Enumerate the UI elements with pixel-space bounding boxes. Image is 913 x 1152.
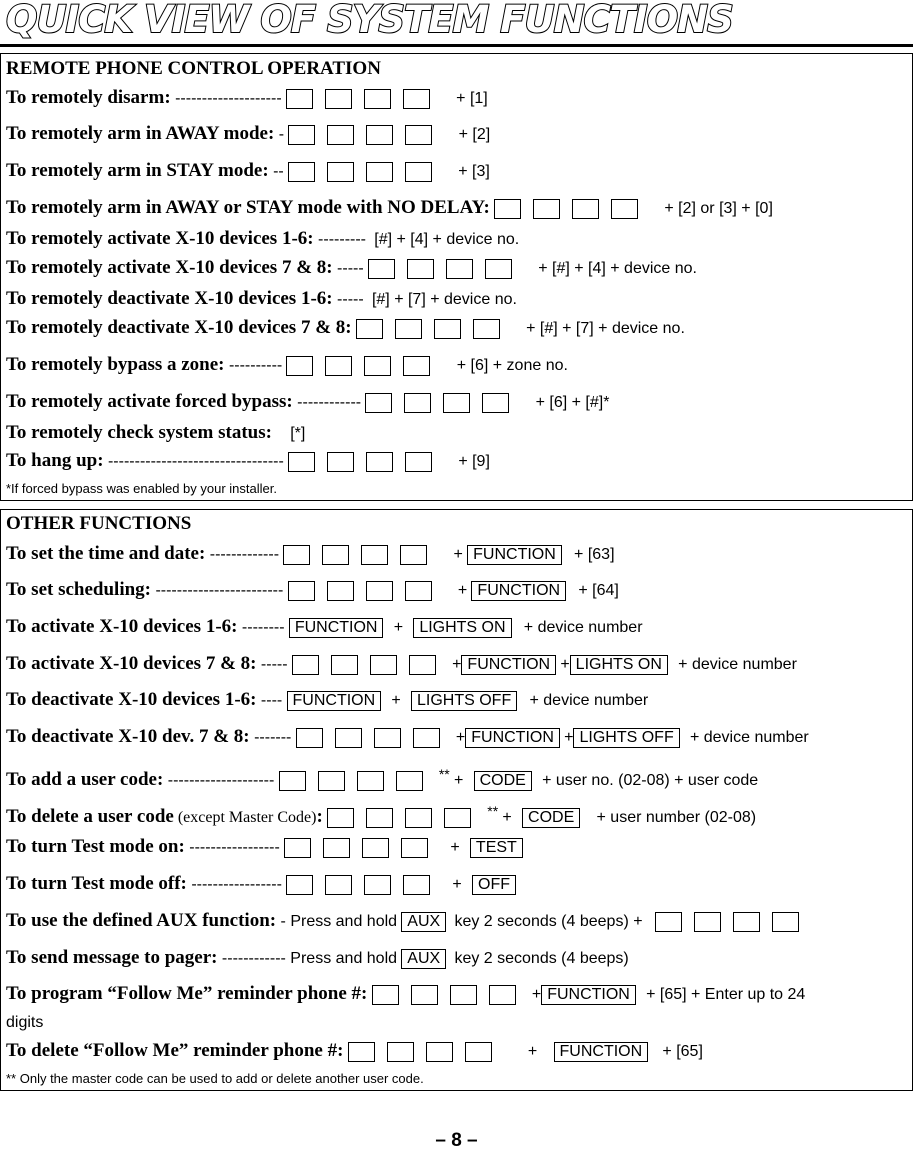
row-tail: key 2 seconds (4 beeps) bbox=[454, 950, 629, 967]
code-digit-box bbox=[465, 1042, 492, 1062]
other-footnote: ** Only the master code can be used to add or delete another user code. bbox=[6, 1071, 424, 1086]
aux-key: AUX bbox=[401, 949, 446, 969]
row-tail: + user number (02-08) bbox=[596, 809, 757, 826]
code-digit-box bbox=[655, 912, 682, 932]
code-digit-box bbox=[405, 125, 432, 145]
code-digit-box bbox=[296, 728, 323, 748]
code-digit-box bbox=[694, 912, 721, 932]
function-key: FUNCTION bbox=[289, 618, 384, 638]
code-digit-box bbox=[288, 162, 315, 182]
page-title: QUICK VIEW OF SYSTEM FUNCTIONS bbox=[6, 0, 733, 41]
code-digit-box bbox=[283, 545, 310, 565]
code-digit-box bbox=[395, 319, 422, 339]
function-key: FUNCTION bbox=[461, 655, 556, 675]
master-code-mark: ** bbox=[438, 766, 450, 782]
code-digit-box bbox=[446, 259, 473, 279]
code-digit-box bbox=[396, 771, 423, 791]
delete-user-code-row bbox=[6, 797, 756, 825]
row-label: To use the defined AUX function: bbox=[6, 910, 277, 931]
code-digit-box bbox=[772, 912, 799, 932]
code-digit-box bbox=[361, 545, 388, 565]
test-key: TEST bbox=[470, 838, 523, 858]
leader: ----------------- bbox=[186, 876, 282, 893]
code-digit-box bbox=[368, 259, 395, 279]
row-label: To delete a user code bbox=[6, 806, 174, 827]
row-tail: + [63] bbox=[574, 546, 615, 563]
activate-x10-7-8-row bbox=[6, 650, 797, 678]
test-mode-on-row bbox=[6, 833, 523, 861]
plus-sign: + bbox=[564, 729, 574, 746]
code-digit-box bbox=[366, 452, 393, 472]
code-digit-box bbox=[364, 875, 391, 895]
remote-activate-x10-1-6-row bbox=[6, 225, 519, 253]
row-tail: [#] + [4] + device no. bbox=[374, 231, 520, 248]
code-digit-box bbox=[403, 89, 430, 109]
code-digit-box bbox=[413, 728, 440, 748]
row-tail: + [9] bbox=[458, 453, 490, 470]
row-label: To remotely deactivate X-10 devices 7 & 8: bbox=[6, 317, 352, 338]
code-digit-box bbox=[733, 912, 760, 932]
leader: ----- bbox=[332, 260, 364, 277]
code-digit-box bbox=[284, 838, 311, 858]
row-tail: + [64] bbox=[578, 582, 619, 599]
program-follow-me-continuation: digits bbox=[6, 1014, 44, 1031]
code-digit-box bbox=[364, 356, 391, 376]
row-label: To remotely arm in STAY mode: bbox=[6, 160, 269, 181]
activate-x10-1-6-row bbox=[6, 613, 643, 641]
code-digit-box bbox=[572, 199, 599, 219]
code-digit-box bbox=[404, 393, 431, 413]
code-digit-box bbox=[450, 985, 477, 1005]
row-label: To activate X-10 devices 1-6: bbox=[6, 616, 238, 637]
code-digit-box bbox=[405, 162, 432, 182]
code-digit-box bbox=[357, 771, 384, 791]
code-digit-box bbox=[400, 545, 427, 565]
code-digit-box bbox=[325, 356, 352, 376]
add-user-code-row bbox=[6, 760, 758, 788]
code-digit-box bbox=[348, 1042, 375, 1062]
plus-sign: + bbox=[452, 876, 462, 893]
leader: -------------------- bbox=[170, 90, 282, 107]
row-label: To program “Follow Me” reminder phone #: bbox=[6, 983, 368, 1004]
set-scheduling-row bbox=[6, 576, 619, 604]
code-digit-box bbox=[365, 393, 392, 413]
leader: -- bbox=[268, 163, 284, 180]
aux-key: AUX bbox=[401, 912, 446, 932]
code-digit-box bbox=[482, 393, 509, 413]
remote-bypass-zone-row bbox=[6, 351, 568, 379]
code-digit-box bbox=[286, 356, 313, 376]
title-rule bbox=[0, 44, 913, 47]
row-instruction: ------------ Press and hold bbox=[217, 950, 398, 967]
row-tail: + user no. (02-08) + user code bbox=[542, 772, 759, 789]
code-digit-box bbox=[372, 985, 399, 1005]
leader: -------- bbox=[237, 619, 285, 636]
code-digit-box bbox=[322, 545, 349, 565]
code-digit-box bbox=[426, 1042, 453, 1062]
row-label: To send message to pager: bbox=[6, 947, 218, 968]
function-key: FUNCTION bbox=[465, 728, 560, 748]
row-tail: + [65] bbox=[662, 1043, 703, 1060]
code-key: CODE bbox=[474, 771, 532, 791]
leader: ---------- bbox=[224, 357, 283, 374]
row-tail: [*] bbox=[290, 425, 306, 442]
row-tail: key 2 seconds (4 beeps) + bbox=[454, 913, 643, 930]
code-digit-box bbox=[434, 319, 461, 339]
remote-arm-away-row bbox=[6, 120, 490, 148]
other-heading: OTHER FUNCTIONS bbox=[6, 513, 192, 534]
remote-activate-x10-7-8-row bbox=[6, 254, 697, 282]
code-digit-box bbox=[292, 655, 319, 675]
remote-footnote: *If forced bypass was enabled by your installer. bbox=[6, 481, 277, 496]
leader: - bbox=[274, 126, 285, 143]
off-key: OFF bbox=[472, 875, 516, 895]
leader: ------------ bbox=[292, 394, 362, 411]
row-tail: + [6] + zone no. bbox=[456, 357, 568, 374]
master-code-mark: ** bbox=[487, 803, 499, 819]
row-tail: + device number bbox=[523, 619, 643, 636]
code-digit-box bbox=[411, 985, 438, 1005]
row-label: To remotely activate forced bypass: bbox=[6, 391, 293, 412]
row-tail: + [65] + Enter up to 24 bbox=[646, 986, 806, 1003]
code-digit-box bbox=[327, 581, 354, 601]
row-label: To turn Test mode off: bbox=[6, 873, 187, 894]
row-label: To turn Test mode on: bbox=[6, 836, 185, 857]
leader: ------- bbox=[249, 729, 292, 746]
row-tail: + device number bbox=[529, 692, 649, 709]
plus-sign: + bbox=[453, 772, 464, 789]
row-label-note: (except Master Code) bbox=[173, 809, 317, 826]
code-digit-box bbox=[327, 125, 354, 145]
code-digit-box bbox=[444, 808, 471, 828]
plus-sign: + bbox=[531, 986, 542, 1003]
set-time-date-row bbox=[6, 540, 615, 568]
row-tail: + [2] bbox=[458, 126, 491, 143]
function-key: FUNCTION bbox=[287, 691, 382, 711]
code-digit-box bbox=[409, 655, 436, 675]
function-key: FUNCTION bbox=[471, 581, 566, 601]
code-digit-box bbox=[327, 452, 354, 472]
leader: ---- bbox=[256, 692, 283, 709]
code-digit-box bbox=[401, 838, 428, 858]
code-digit-box bbox=[279, 771, 306, 791]
row-tail: + [#] + [4] + device no. bbox=[538, 260, 697, 277]
code-digit-box bbox=[288, 125, 315, 145]
leader: ----------------- bbox=[184, 839, 280, 856]
row-instruction: - Press and hold bbox=[276, 913, 398, 930]
remote-hang-up-row bbox=[6, 447, 490, 475]
code-digit-box bbox=[323, 838, 350, 858]
row-label: To hang up: bbox=[6, 450, 104, 471]
row-tail: + device number bbox=[678, 656, 797, 673]
plus-sign: + bbox=[527, 1043, 538, 1060]
lights-off-key: LIGHTS OFF bbox=[573, 728, 679, 748]
code-digit-box bbox=[286, 89, 313, 109]
row-label: To remotely disarm: bbox=[6, 87, 171, 108]
code-digit-box bbox=[366, 162, 393, 182]
code-digit-box bbox=[611, 199, 638, 219]
leader: --------------------------------- bbox=[103, 453, 284, 470]
page-number: – 8 – bbox=[435, 1130, 478, 1151]
function-key: FUNCTION bbox=[467, 545, 562, 565]
leader: ------------- bbox=[205, 546, 280, 563]
code-digit-box bbox=[366, 808, 393, 828]
code-digit-box bbox=[331, 655, 358, 675]
plus-sign: + bbox=[502, 809, 512, 826]
delete-follow-me-row bbox=[6, 1037, 703, 1065]
plus-sign: + bbox=[391, 692, 401, 709]
code-digit-box bbox=[533, 199, 560, 219]
lights-on-key: LIGHTS ON bbox=[413, 618, 511, 638]
row-tail: + device number bbox=[689, 729, 809, 746]
lights-off-key: LIGHTS OFF bbox=[411, 691, 517, 711]
code-digit-box bbox=[366, 581, 393, 601]
code-digit-box bbox=[473, 319, 500, 339]
code-digit-box bbox=[327, 162, 354, 182]
code-digit-box bbox=[364, 89, 391, 109]
code-digit-box bbox=[370, 655, 397, 675]
code-digit-box bbox=[356, 319, 383, 339]
row-label: To deactivate X-10 devices 1-6: bbox=[6, 689, 257, 710]
leader: -------------------- bbox=[163, 772, 275, 789]
row-tail: + [6] + [#]* bbox=[535, 394, 610, 411]
plus-sign: + bbox=[450, 839, 460, 856]
code-digit-box bbox=[335, 728, 362, 748]
row-label: To remotely check system status: bbox=[6, 422, 272, 443]
aux-function-row bbox=[6, 907, 811, 935]
code-digit-box bbox=[405, 808, 432, 828]
code-digit-box bbox=[374, 728, 401, 748]
row-tail: + [#] + [7] + device no. bbox=[526, 320, 685, 337]
row-tail: [#] + [7] + device no. bbox=[371, 291, 517, 308]
send-pager-row bbox=[6, 944, 629, 972]
code-digit-box bbox=[387, 1042, 414, 1062]
leader: ----- bbox=[332, 291, 364, 308]
row-label: To set scheduling: bbox=[6, 579, 151, 600]
row-label: To remotely arm in AWAY or STAY mode with NO DELAY: bbox=[6, 197, 490, 218]
row-label-colon: : bbox=[316, 806, 323, 827]
plus-sign: + bbox=[453, 546, 463, 563]
plus-sign: + bbox=[452, 656, 462, 673]
plus-sign: + bbox=[457, 582, 468, 599]
lights-on-key: LIGHTS ON bbox=[570, 655, 668, 675]
remote-check-status-row bbox=[6, 419, 305, 447]
code-digit-box bbox=[494, 199, 521, 219]
code-digit-box bbox=[485, 259, 512, 279]
leader: ----- bbox=[256, 656, 288, 673]
plus-sign: + bbox=[455, 729, 466, 746]
code-digit-box bbox=[489, 985, 516, 1005]
row-label: To remotely bypass a zone: bbox=[6, 354, 225, 375]
row-label: To set the time and date: bbox=[6, 543, 206, 564]
code-digit-box bbox=[362, 838, 389, 858]
program-follow-me-row bbox=[6, 980, 805, 1008]
row-label: To remotely deactivate X-10 devices 1-6: bbox=[6, 288, 333, 309]
row-label: To deactivate X-10 dev. 7 & 8: bbox=[6, 726, 250, 747]
code-digit-box bbox=[325, 875, 352, 895]
remote-forced-bypass-row bbox=[6, 388, 609, 416]
deactivate-x10-1-6-row bbox=[6, 686, 648, 714]
function-key: FUNCTION bbox=[554, 1042, 649, 1062]
row-tail: + [3] bbox=[458, 163, 490, 180]
code-digit-box bbox=[407, 259, 434, 279]
function-key: FUNCTION bbox=[541, 985, 636, 1005]
code-digit-box bbox=[288, 452, 315, 472]
deactivate-x10-7-8-row bbox=[6, 723, 809, 751]
code-digit-box bbox=[327, 808, 354, 828]
leader: --------- bbox=[313, 231, 367, 248]
row-label: To delete “Follow Me” reminder phone #: bbox=[6, 1040, 344, 1061]
code-digit-box bbox=[403, 875, 430, 895]
remote-heading: REMOTE PHONE CONTROL OPERATION bbox=[6, 58, 381, 79]
row-label: To remotely arm in AWAY mode: bbox=[6, 123, 275, 144]
row-label: To add a user code: bbox=[6, 769, 164, 790]
remote-arm-stay-row bbox=[6, 157, 490, 185]
code-digit-box bbox=[403, 356, 430, 376]
code-digit-box bbox=[405, 581, 432, 601]
code-digit-box bbox=[288, 581, 315, 601]
code-key: CODE bbox=[522, 808, 580, 828]
remote-no-delay-row bbox=[6, 194, 773, 222]
code-digit-box bbox=[286, 875, 313, 895]
plus-sign: + bbox=[393, 619, 404, 636]
row-label: To remotely activate X-10 devices 1-6: bbox=[6, 228, 314, 249]
row-tail: + [1] bbox=[456, 90, 488, 107]
leader: ------------------------ bbox=[151, 582, 284, 599]
remote-disarm-row bbox=[6, 84, 488, 112]
remote-deactivate-x10-7-8-row bbox=[6, 314, 685, 342]
code-digit-box bbox=[443, 393, 470, 413]
code-digit-box bbox=[405, 452, 432, 472]
test-mode-off-row bbox=[6, 870, 516, 898]
code-digit-box bbox=[366, 125, 393, 145]
plus-sign: + bbox=[560, 656, 570, 673]
row-label: To activate X-10 devices 7 & 8: bbox=[6, 653, 257, 674]
code-digit-box bbox=[318, 771, 345, 791]
code-digit-box bbox=[325, 89, 352, 109]
remote-deactivate-x10-1-6-row bbox=[6, 285, 517, 313]
row-label: To remotely activate X-10 devices 7 & 8: bbox=[6, 257, 333, 278]
row-tail: + [2] or [3] + [0] bbox=[664, 200, 773, 217]
